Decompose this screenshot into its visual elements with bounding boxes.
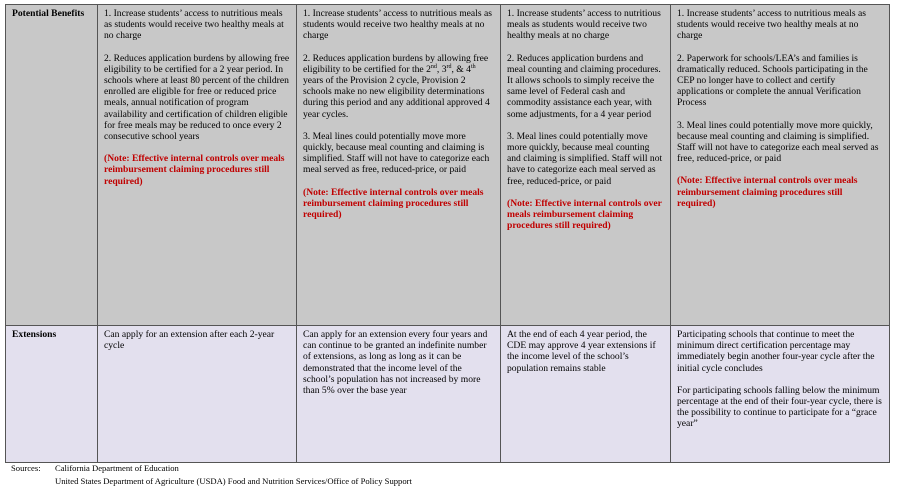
extensions-cell-2 [297,326,501,463]
extensions-cell-1-paragraph-1: Can apply for an extension after each 2-year cycle [104,329,275,352]
benefits-cell-4-note: (Note: Effective internal controls over meals reimbursement claiming procedures still required) [677,175,858,209]
benefits-cell-3-note: (Note: Effective internal controls over meals reimbursement claiming procedures still required) [507,197,662,232]
ordinal-rd: rd [446,63,452,70]
benefits-cell-2 [297,5,501,326]
extensions-row [6,326,890,463]
extensions-cell-3-paragraph-1: At the end of each 4 year period, the CDE may approve 4 year extensions if the income level of the school’s population remains stable [507,329,656,374]
benefits-cell-2-paragraph-2 [303,53,494,120]
benefits-cell-4 [671,5,890,326]
benefits-cell-3-paragraph-3: 3. Meal lines could potentially move more quickly, because meal counting and claiming is simplified. Staff will not have to categorize each meal served as free, reduced-price, or paid [507,130,663,187]
p2-part-c: , & 4 [451,63,471,75]
source-usda: United States Department of Agriculture (USDA) Food and Nutrition Services/Office of Policy Support [55,476,412,486]
extensions-cell-2-paragraph-1: Can apply for an extension every four years and can continue to be granted an indefinite number of extensions, as long as long as it can be demonstrated that the income level of the school’s population has not increased by more than 5% over the base year [303,329,488,397]
ordinal-nd: nd [430,63,437,70]
benefits-cell-1-paragraph-1: 1. Increase students’ access to nutritious meals as students would receive two healthy meals at no charge [104,8,284,42]
p2-part-a: 2. Reduces application burdens by allowing free eligibility to be certified for the 2 [303,52,489,75]
benefits-cell-4-paragraph-3: 3. Meal lines could potentially move more quickly, because meal counting and claiming is simplified. Staff will not have to categorize each meal served as free, reduced-price, or paid [677,119,879,165]
potential-benefits-row [6,5,890,326]
source-cde: California Department of Education [55,463,179,473]
extensions-cell-1 [98,326,297,463]
comparison-table-container [5,4,890,463]
extensions-cell-4 [671,326,890,463]
sources-footnote [11,462,412,488]
benefits-cell-4-paragraph-2: 2. Paperwork for schools/LEA’s and families is dramatically reduced. Schools participating in the CEP no longer have to collect and certify applications or complete the annual Verification Process [677,52,868,109]
benefits-cell-2-paragraph-1: 1. Increase students’ access to nutritious meals as students would receive two healthy meals at no charge [303,8,492,42]
benefits-cell-2-note: (Note: Effective internal controls over meals reimbursement claiming procedures still required) [303,186,484,221]
benefits-cell-1-paragraph-2: 2. Reduces application burdens by allowing free eligibility to be certified for a 2 year period. In schools where at least 80 percent of the children enrolled are eligible for free or reduced price meals, annual notification of program availability and certification of children eligible for free meals may be reduced to once every 2 consecutive school years [104,52,290,143]
p2-part-d: years of the Provision 2 cycle, Provision 2 schools make no new eligibility determinations during this period and any additional approved 4 year cycles. [303,75,490,120]
benefits-cell-3 [501,5,671,326]
benefits-cell-3-paragraph-2: 2. Reduces application burdens and meal counting and claiming procedures. It allows schools to simply receive the same level of Federal cash and commodity assistance each year, with some adjustments, for a 4 year period [507,52,661,120]
row-header-potential-benefits: Potential Benefits [6,5,98,326]
p2-part-b: , 3 [436,63,447,75]
benefits-cell-1 [98,5,297,326]
row-header-extensions: Extensions [6,326,98,463]
sources-line-1 [11,462,412,475]
benefits-cell-2-paragraph-3: 3. Meal lines could potentially move more quickly, because meal counting and claiming is simplified. Staff will not have to categorize each meal served as free, reduced-price, or paid [303,130,490,176]
sources-label: Sources: [11,463,41,473]
extensions-cell-4-paragraph-1: Participating schools that continue to meet the minimum direct certification percentage may immediately begin another four-year cycle after the initial cycle concludes [677,329,875,374]
extensions-cell-3 [501,326,671,463]
ordinal-th: th [470,63,476,70]
benefits-cell-3-paragraph-1: 1. Increase students’ access to nutritious meals as students would receive two healthy meals at no charge [507,8,661,42]
extensions-cell-4-paragraph-2: For participating schools falling below the minimum percentage at the end of their four-year cycle, there is the possibility to continue to participate for a “grace year” [677,384,882,430]
benefits-cell-4-paragraph-1: 1. Increase students’ access to nutritious meals as students would receive two healthy meals at no charge [677,8,866,42]
benefits-cell-1-note: (Note: Effective internal controls over meals reimbursement claiming procedures still required) [104,153,285,187]
comparison-table [5,4,890,463]
